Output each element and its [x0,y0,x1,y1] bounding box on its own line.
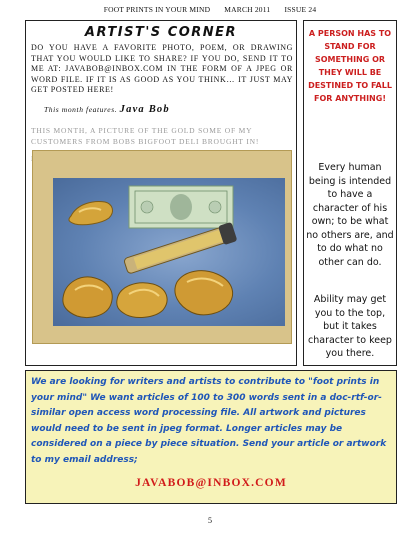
feature-prefix: This month features. [44,105,118,114]
sidebar-quote-character: Every human being is intended to have a character of his own; to be what no others are, and to do what no other can do. [306,162,394,268]
issue-date: MARCH 2011 [224,5,271,14]
newsletter-name: FOOT PRINTS IN YOUR MIND [103,5,211,14]
issue-number: ISSUE 24 [284,5,317,14]
feature-line [44,104,294,115]
artist-corner-intro: DO YOU HAVE A FAVORITE PHOTO, POEM, OR DRAWING THAT YOU WOULD LIKE TO SHARE? IF YOU DO, SEND IT TO ME AT: JAVABOB@INBOX.COM IN THE FORM OF A JPEG OR WORD FILE. IF IT IS AS GOOD AS YOU THINK… IT JUST MAY GET POSTED HERE! [31,43,293,94]
feature-name: Java Bob [119,104,170,115]
quotes-sidebar [303,20,397,366]
dollar-bill-icon [129,186,233,228]
page-header [0,5,420,14]
page-number: 5 [208,516,212,525]
artist-corner-title: ARTIST'S CORNER [84,25,238,40]
gold-photo [53,178,285,326]
sidebar-quote-stand: A PERSON HAS TO STAND FOR SOMETHING OR THEY WILL BE DESTINED TO FALL FOR ANYTHING! [308,29,392,103]
contact-email: JAVABOB@INBOX.COM [135,477,287,489]
gold-photo-frame [32,150,292,344]
month-note: THIS MONTH, A PICTURE OF THE GOLD SOME OF MY CUSTOMERS FROM BOBS BIGFOOT DELI BROUGHT IN! [31,126,260,146]
sidebar-quote-ability: Ability may get you to the top, but it takes character to keep you there. [308,294,392,359]
gold-nuggets-illustration [53,178,285,326]
writers-wanted-box [25,370,397,504]
writers-wanted-text: We are looking for writers and artists to contribute to "foot prints in your mind" We want articles of 100 to 300 words sent in a doc-rtf-or-similar open access word processing file. All artwork and pictures would need to be sent in jpeg format. Longer articles may be considered on a piece by piece situation. Send your article or artwork to my email address; [31,377,387,465]
